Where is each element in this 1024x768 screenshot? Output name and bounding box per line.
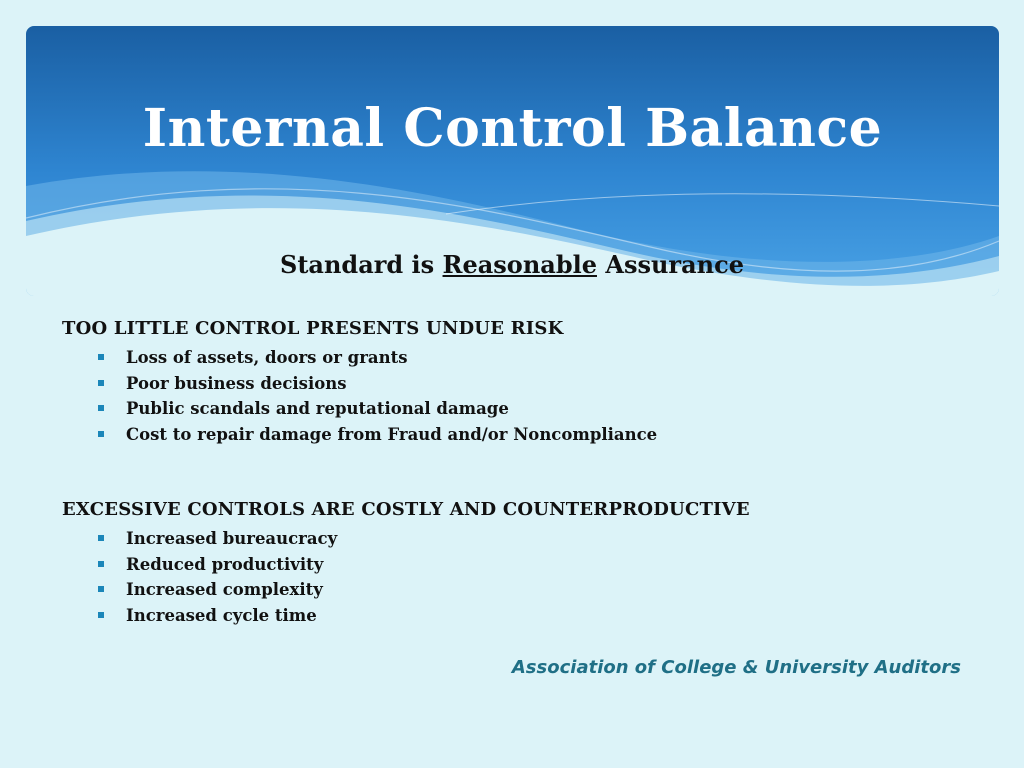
section-heading: TOO LITTLE CONTROL PRESENTS UNDUE RISK — [62, 318, 564, 339]
list-item — [98, 552, 962, 578]
organization-footer: Association of College & University Auditors — [511, 657, 961, 678]
square-bullet-icon — [98, 612, 104, 618]
section-heading: EXCESSIVE CONTROLS ARE COSTLY AND COUNTERPRODUCTIVE — [62, 499, 750, 520]
list-item — [98, 396, 962, 422]
list-item-text: Increased complexity — [126, 580, 323, 600]
list-item-text: Increased bureaucracy — [126, 529, 338, 548]
list-item-text: Loss of assets, doors or grants — [126, 348, 408, 367]
square-bullet-icon — [98, 561, 104, 567]
list-item — [98, 526, 962, 552]
list-item — [98, 422, 962, 448]
list-item — [98, 603, 962, 629]
square-bullet-icon — [98, 431, 104, 437]
square-bullet-icon — [98, 586, 104, 592]
square-bullet-icon — [98, 380, 104, 386]
list-item-text: Increased cycle time — [126, 605, 317, 625]
square-bullet-icon — [98, 354, 104, 360]
list-item-text: Public scandals and reputational damage — [126, 399, 509, 419]
subtitle-emphasis: Reasonable — [442, 250, 597, 279]
list-item — [98, 371, 962, 397]
risk-section — [62, 318, 962, 447]
bullet-list — [62, 526, 962, 628]
subtitle-suffix: Assurance — [596, 250, 744, 279]
slide-title: Internal Control Balance — [142, 98, 883, 159]
list-item — [98, 345, 962, 371]
subtitle-prefix: Standard is — [280, 250, 443, 279]
square-bullet-icon — [98, 405, 104, 411]
list-item-text: Poor business decisions — [126, 373, 347, 393]
square-bullet-icon — [98, 535, 104, 541]
excessive-controls-section — [62, 499, 962, 628]
list-item-text: Reduced productivity — [126, 554, 324, 574]
list-item-text: Cost to repair damage from Fraud and/or Noncompliance — [126, 424, 658, 444]
bullet-list — [62, 345, 962, 447]
slide-subtitle — [0, 250, 1024, 279]
list-item — [98, 577, 962, 603]
